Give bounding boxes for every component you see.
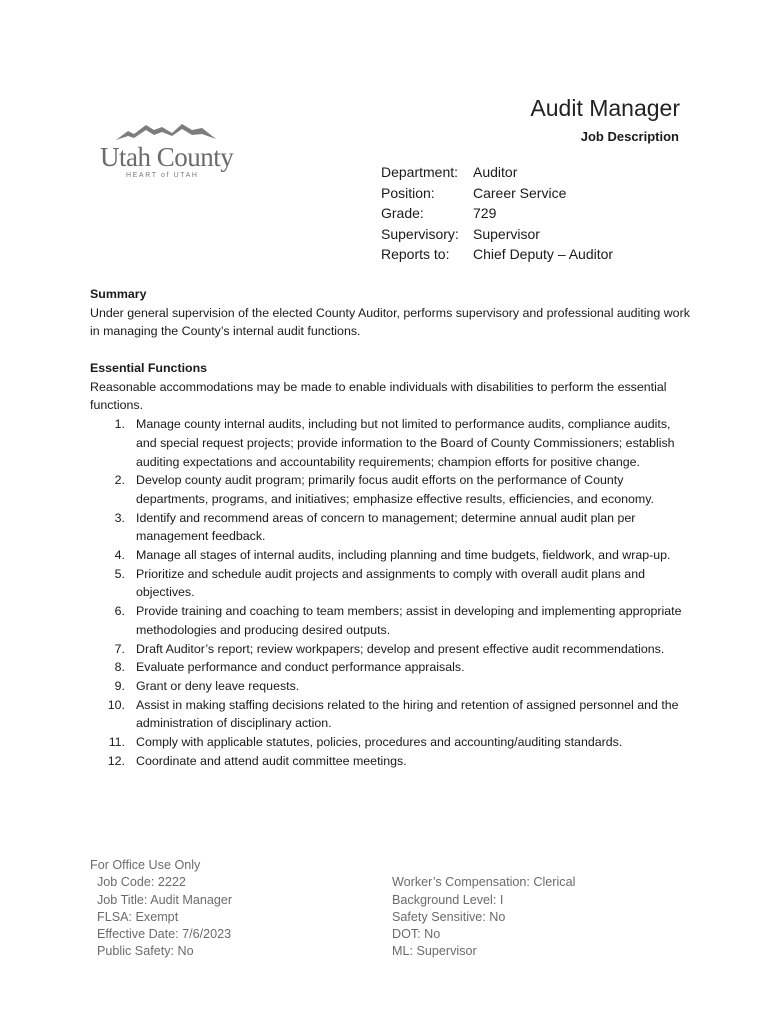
utah-county-logo: [100, 122, 234, 182]
list-item: [90, 677, 690, 696]
list-item: [90, 565, 690, 602]
item-text: Manage all stages of internal audits, including planning and time budgets, fieldwork, and wrap-up.: [136, 548, 671, 563]
meta-value: Supervisor: [473, 225, 540, 242]
summary-heading: Summary: [90, 287, 147, 301]
item-text: Comply with applicable statutes, policies, procedures and accounting/auditing standards.: [136, 735, 623, 750]
office-field: Job Code: 2222: [97, 875, 186, 890]
office-field: Background Level: I: [392, 892, 504, 907]
item-text: Prioritize and schedule audit projects and assignments to comply with overall audit plans and objectives.: [136, 566, 645, 600]
meta-row-reports-to: [381, 244, 613, 265]
item-text: Manage county internal audits, including but not limited to performance audits, compliance audits, and special request projects; provide information to the Board of County Commissioners; establish auditing expectations and accountability requirements; champion efforts for positive change.: [136, 417, 675, 469]
item-text: Identify and recommend areas of concern to management; determine annual audit plan per management feedback.: [136, 510, 636, 544]
list-item: [90, 658, 690, 677]
mountain-icon: [116, 122, 216, 142]
office-field: FLSA: Exempt: [97, 909, 179, 924]
office-field: Effective Date: 7/6/2023: [97, 927, 232, 942]
list-item: [90, 509, 690, 546]
meta-label: Grade:: [381, 205, 424, 222]
item-text: Grant or deny leave requests.: [136, 678, 300, 693]
item-number: 11.: [108, 735, 125, 750]
item-number: 10.: [107, 697, 125, 712]
office-field: DOT: No: [392, 927, 441, 942]
logo-name: Utah County: [100, 142, 234, 172]
job-meta: [381, 162, 613, 265]
office-heading: For Office Use Only: [90, 858, 201, 872]
item-text: Draft Auditor’s report; review workpapers; develop and present effective audit recommendations.: [136, 641, 665, 656]
item-number: 2.: [114, 473, 125, 488]
meta-value: Chief Deputy – Auditor: [473, 246, 614, 263]
list-item: [90, 640, 690, 659]
list-item: [90, 415, 690, 471]
list-item: [90, 602, 690, 639]
office-field: ML: Supervisor: [392, 944, 477, 959]
office-field: Worker’s Compensation: Clerical: [392, 875, 576, 890]
meta-row-department: [381, 162, 613, 183]
functions-list: [90, 415, 690, 770]
summary-text: Under general supervision of the elected County Auditor, performs supervisory and professional auditing work in managing the County’s internal audit functions.: [90, 305, 690, 339]
item-text: Provide training and coaching to team members; assist in developing and implementing appropriate methodologies and producing desired outputs.: [136, 604, 682, 637]
office-use-section: [90, 857, 690, 961]
item-number: 5.: [114, 566, 125, 581]
item-number: 12.: [107, 753, 125, 768]
item-number: 9.: [114, 678, 125, 693]
meta-value: 729: [473, 205, 497, 222]
item-number: 4.: [114, 548, 125, 563]
list-item: [90, 696, 690, 733]
item-text: Develop county audit program; primarily focus audit efforts on the performance of County departments, programs, and initiatives; emphasize effective results, efficiencies, and economy.: [136, 473, 654, 506]
item-text: Coordinate and attend audit committee meetings.: [136, 753, 407, 768]
meta-row-supervisory: [381, 224, 613, 245]
essential-intro: Reasonable accommodations may be made to enable individuals with disabilities to perform the essential functions.: [90, 379, 667, 413]
meta-label: Reports to:: [381, 246, 450, 263]
item-number: 1.: [114, 417, 125, 432]
meta-row-grade: [381, 203, 613, 224]
logo-tagline: HEART of UTAH: [126, 172, 199, 179]
item-number: 7.: [114, 641, 125, 656]
office-field: Public Safety: No: [97, 944, 194, 959]
essential-heading: Essential Functions: [90, 361, 208, 375]
page-subtitle: Job Description: [580, 129, 679, 144]
page-title: Audit Manager: [530, 95, 680, 121]
meta-label: Position:: [381, 184, 435, 201]
essential-functions-section: [90, 359, 690, 770]
item-text: Assist in making staffing decisions related to the hiring and retention of assigned personnel and the administration of disciplinary action.: [136, 697, 679, 731]
office-field: Safety Sensitive: No: [392, 909, 506, 924]
meta-label: Supervisory:: [381, 225, 459, 242]
item-number: 8.: [114, 660, 125, 675]
office-field: Job Title: Audit Manager: [97, 892, 233, 907]
item-text: Evaluate performance and conduct performance appraisals.: [136, 660, 465, 675]
meta-label: Department:: [381, 164, 459, 180]
meta-value: Auditor: [473, 164, 518, 180]
summary-section: [90, 285, 690, 341]
office-columns: [90, 874, 690, 960]
meta-value: Career Service: [473, 184, 567, 201]
list-item: [90, 471, 690, 508]
meta-row-position: [381, 183, 613, 204]
list-item: [90, 546, 690, 565]
item-number: 3.: [114, 510, 125, 525]
office-right-column: [392, 874, 575, 960]
list-item: [90, 752, 690, 771]
office-left-column: [90, 874, 392, 960]
list-item: [90, 733, 690, 752]
item-number: 6.: [114, 604, 125, 619]
